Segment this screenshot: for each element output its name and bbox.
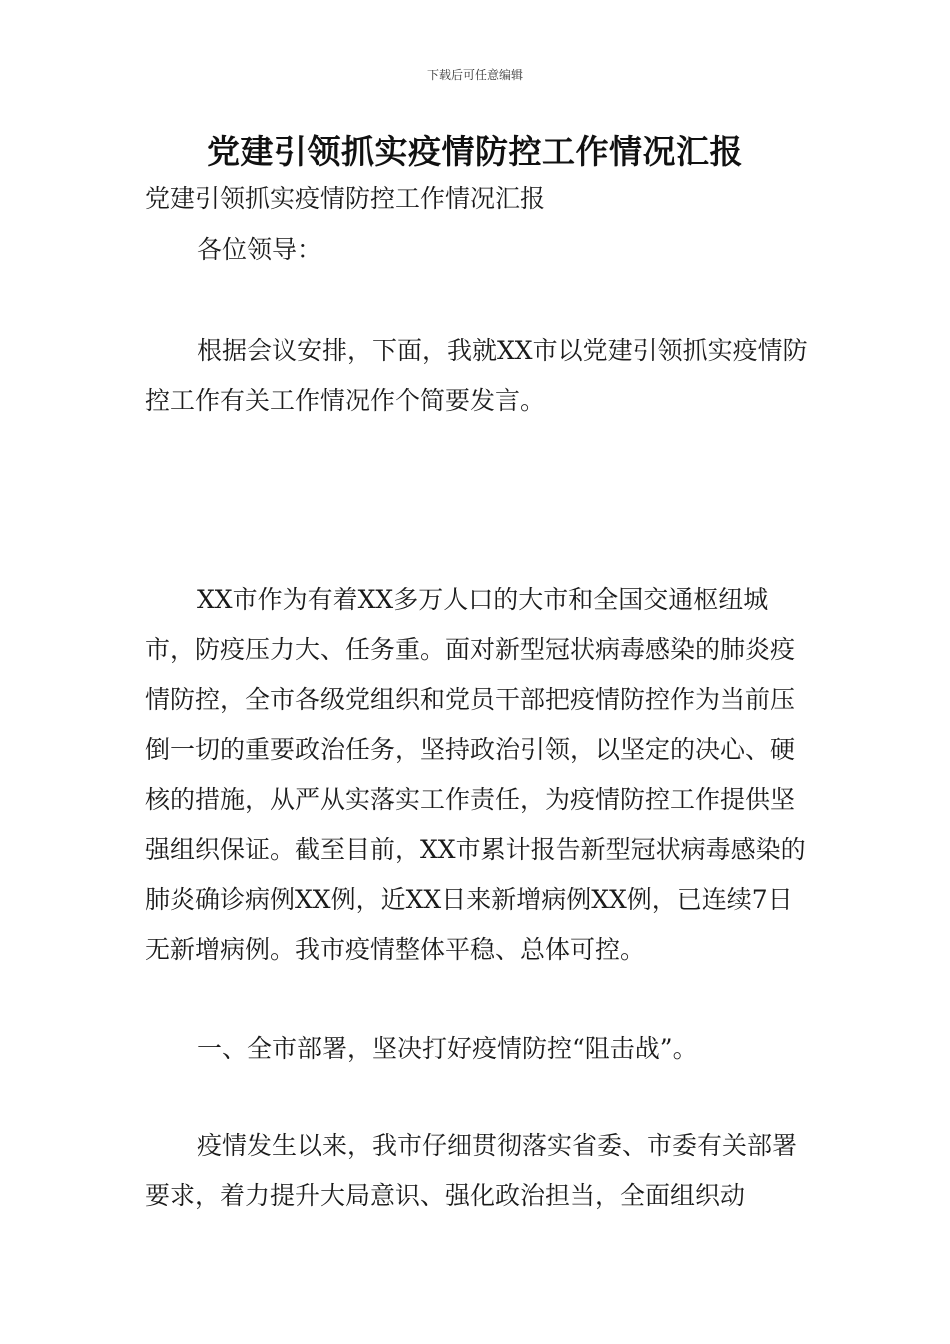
header-note: 下载后可任意编辑 xyxy=(426,68,523,82)
paragraph-section-1: 疫情发生以来，我市仔细贯彻落实省委、市委有关部署要求，着力提升大局意识、强化政治担当，全面组织动 xyxy=(145,1131,798,1210)
salutation: 各位领导： xyxy=(197,235,323,264)
document-title: 党建引领抓实疫情防控工作情况汇报 xyxy=(207,132,743,171)
section-heading-1: 一、全市部署，坚决打好疫情防控“阻击战”。 xyxy=(197,1034,698,1063)
paragraph-intro: 根据会议安排，下面，我就XX市以党建引领抓实疫情防控工作有关工作情况作个简要发言。 xyxy=(145,336,808,415)
document-subtitle: 党建引领抓实疫情防控工作情况汇报 xyxy=(145,184,546,213)
paragraph-overview: XX市作为有着XX多万人口的大市和全国交通枢纽城市，防疫压力大、任务重。面对新型冠状病毒感染的肺炎疫情防控，全市各级党组织和党员干部把疫情防控作为当前压倒一切的重要政治任务，坚持政治引领，以坚定的决心、硬核的措施，从严从实落实工作责任，为疫情防控工作提供坚强组织保证。截至目前，XX市累计报告新型冠状病毒感染的肺炎确诊病例XX例，近XX日来新增病例XX例，已连续7日无新增病例。我市疫情整体平稳、总体可控。 xyxy=(145,585,806,964)
